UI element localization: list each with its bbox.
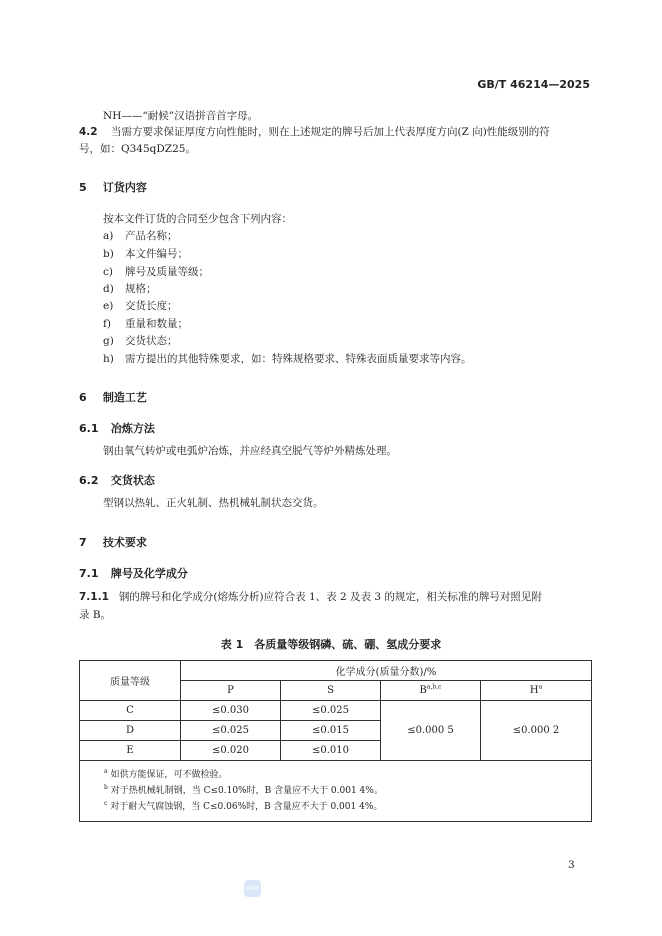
section-6-number: 6 [79,391,87,404]
section-5-lead: 按本文件订货的合同至少包含下列内容： [103,213,292,225]
standard-code: GB/T 46214—2025 [477,78,590,91]
subsection-6-1-number: 6.1 [79,422,99,435]
list-item-letter: e) [103,300,114,312]
subsection-7-1-heading [79,565,188,581]
s-cell: ≤0.025 [281,701,381,721]
section-7-title: 技术要求 [102,536,147,549]
list-item-letter: b) [103,248,114,260]
footnote-mark: b [104,784,108,791]
footnote-mark: c [104,800,108,807]
grade-column-header: 质量等级 [80,661,181,701]
list-item [103,334,178,348]
subsection-7-1-number: 7.1 [79,567,99,580]
list-item-text: 产品名称； [125,230,178,242]
list-item-letter: g) [103,335,114,347]
list-item-letter: c) [103,266,113,278]
clause-7-1-1-text-line1: 钢的牌号和化学成分(熔炼分析)应符合表 1、表 2 及表 3 的规定，相关标准的牌号对照见附 [118,591,542,603]
list-item [103,247,188,261]
watermark-logo: GWF [244,880,261,897]
list-item [103,317,188,331]
clause-7-1-1-number: 7.1.1 [79,591,109,603]
subsection-6-1-heading [79,420,155,436]
composition-header: 化学成分(质量分数)/% [181,661,592,681]
list-item-text: 规格； [125,283,157,295]
footnote-a [104,767,591,783]
clause-7-1-1-text-line2: 录 B。 [79,609,112,621]
column-header-h-footnote: a [538,683,543,691]
p-cell: ≤0.025 [181,721,281,741]
footnote-mark: a [104,768,108,775]
list-item [103,229,178,243]
page-number: 3 [568,859,575,871]
nh-note: NH——“耐候”汉语拼音首字母。 [103,110,259,122]
table-row [80,701,592,721]
list-item-text: 重量和数量； [125,318,188,330]
table-footnotes [80,761,592,822]
list-item [103,299,178,313]
subsection-6-2-heading [79,472,155,488]
table-1 [79,660,592,822]
column-header-h-label: H [529,685,539,696]
list-item [103,265,209,279]
subsection-6-1-title: 冶炼方法 [110,422,155,435]
section-6-heading [79,389,147,405]
clause-4-2-text-line1: 当需方要求保证厚度方向性能时，则在上述规定的牌号后加上代表厚度方向(Z 向)性能级别的符 [110,126,550,138]
s-cell: ≤0.015 [281,721,381,741]
clause-4-2-text-line2: 号，如：Q345qDZ25。 [79,143,196,155]
footnote-text: 如供方能保证，可不做检验。 [110,770,228,780]
list-item-text: 需方提出的其他特殊要求，如：特殊规格要求、特殊表面质量要求等内容。 [125,353,472,365]
subsection-6-2-title: 交货状态 [110,474,155,487]
footnote-text: 对于耐大气腐蚀钢，当 C≤0.06%时，B 含量应不大于 0.001 4%。 [110,802,383,812]
section-5-number: 5 [79,181,87,194]
section-7-number: 7 [79,536,87,549]
section-5-heading [79,179,147,195]
s-cell: ≤0.010 [281,741,381,761]
footnote-b [104,783,591,799]
subsection-6-2-text: 型钢以热轧、正火轧制、热机械轧制状态交货。 [103,497,324,509]
table-1-caption: 表 1 各质量等级钢磷、硫、硼、氢成分要求 [220,638,442,651]
list-item [103,282,157,296]
p-cell: ≤0.020 [181,741,281,761]
clause-4-2-number: 4.2 [79,126,98,138]
column-header-h [481,681,592,701]
grade-cell: C [80,701,181,721]
subsection-6-1-text: 钢由氧气转炉或电弧炉冶炼，并应经真空脱气等炉外精炼处理。 [103,445,397,457]
list-item-letter: h) [103,353,114,365]
list-item-text: 牌号及质量等级； [125,266,209,278]
footnote-c [104,799,591,815]
clause-7-1-1-line1 [79,590,542,604]
h-cell: ≤0.000 2 [481,701,592,761]
p-cell: ≤0.030 [181,701,281,721]
subsection-6-2-number: 6.2 [79,474,99,487]
column-header-s: S [281,681,381,701]
list-item-letter: f) [103,318,111,330]
clause-4-2-line1 [79,125,550,139]
section-5-title: 订货内容 [102,181,147,194]
grade-cell: D [80,721,181,741]
section-6-title: 制造工艺 [102,391,147,404]
column-header-p: P [181,681,281,701]
list-item-text: 交货长度； [125,300,178,312]
footnote-text: 对于热机械轧制钢，当 C≤0.10%时，B 含量应不大于 0.001 4%。 [110,786,383,796]
list-item-text: 交货状态； [125,335,178,347]
subsection-7-1-title: 牌号及化学成分 [110,567,188,580]
b-cell: ≤0.000 5 [381,701,481,761]
list-item-text: 本文件编号； [125,248,188,260]
grade-cell: E [80,741,181,761]
section-7-heading [79,534,147,550]
column-header-b [381,681,481,701]
column-header-b-label: B [419,685,427,696]
list-item-letter: d) [103,283,114,295]
list-item [103,352,472,366]
list-item-letter: a) [103,230,114,242]
column-header-b-footnote: a,b,c [426,683,442,691]
